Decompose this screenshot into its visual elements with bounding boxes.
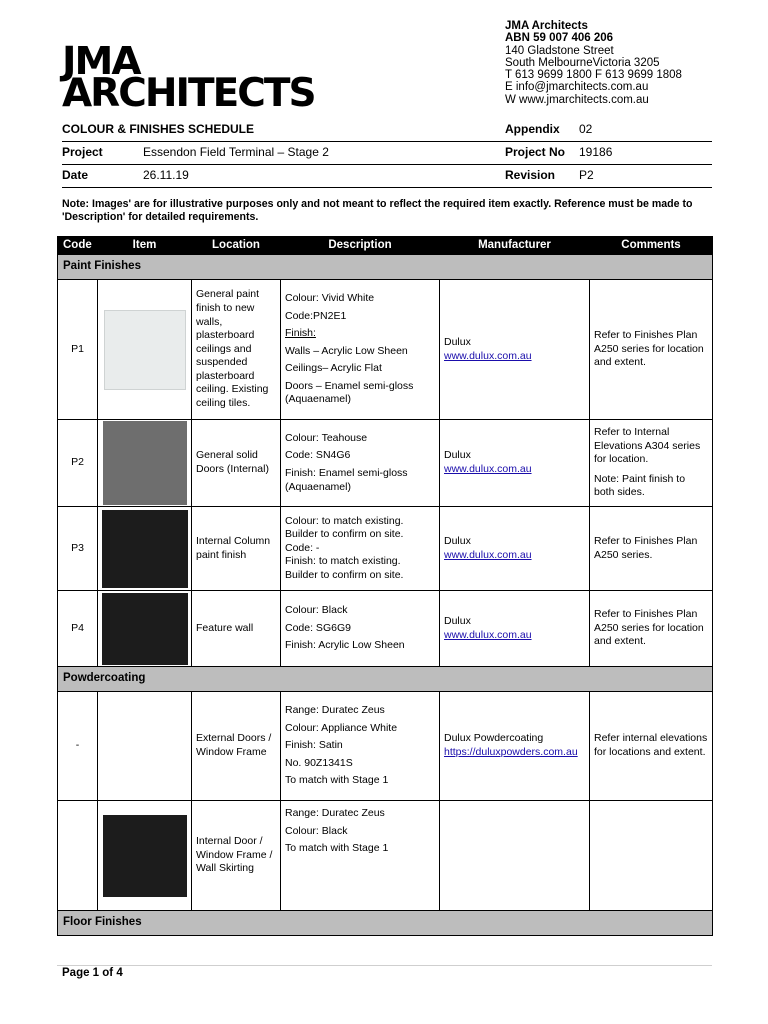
desc-line: Colour: Black: [285, 604, 348, 617]
divider: [62, 164, 712, 165]
logo-line-2: ARCHITECTS: [62, 71, 315, 116]
row-comments: [590, 420, 713, 507]
desc-line: Doors – Enamel semi-gloss (Aquaenamel): [285, 379, 414, 406]
project-no-value: 19186: [579, 145, 613, 159]
desc-line: Colour: Teahouse: [285, 431, 368, 444]
row-comments: Refer to Finishes Plan A250 series for location and extent.: [590, 280, 713, 420]
row-code: P4: [58, 591, 98, 667]
row-comments: Refer to Finishes Plan A250 series.: [590, 507, 713, 591]
item-cell: [98, 280, 192, 420]
project-value: Essendon Field Terminal – Stage 2: [143, 145, 329, 159]
manufacturer-link[interactable]: www.dulux.com.au: [444, 548, 532, 561]
row-code: P3: [58, 507, 98, 591]
desc-line: Finish: Acrylic Low Sheen: [285, 639, 405, 652]
project-label: Project: [62, 145, 103, 159]
desc-line: Walls – Acrylic Low Sheen: [285, 344, 408, 357]
date-value: 26.11.19: [143, 168, 189, 182]
section-row: [58, 667, 713, 692]
company-phone: T 613 9699 1800 F 613 9699 1808: [505, 69, 682, 82]
manufacturer-link[interactable]: www.dulux.com.au: [444, 349, 532, 362]
table-row: [58, 507, 713, 591]
manufacturer-link[interactable]: https://duluxpowders.com.au: [444, 746, 578, 758]
item-cell: [98, 420, 192, 507]
row-manufacturer: [440, 420, 590, 507]
row-comments: Refer internal elevations for locations and extent.: [590, 692, 713, 801]
header-comments: Comments: [590, 237, 713, 255]
company-abn: ABN 59 007 406 206: [505, 32, 614, 45]
row-description: [281, 692, 440, 801]
desc-line: Colour: Appliance White: [285, 721, 398, 734]
row-manufacturer: [440, 280, 590, 420]
footer-divider: [57, 965, 712, 966]
appendix-value: 02: [579, 122, 593, 136]
table-row: [58, 591, 713, 667]
row-location: Internal Column paint finish: [192, 507, 281, 591]
company-logo: [62, 39, 322, 116]
row-description: [281, 420, 440, 507]
row-code: [58, 801, 98, 911]
manufacturer-name: Dulux: [444, 614, 471, 627]
desc-line: Finish: Enamel semi-gloss (Aquaenamel): [285, 467, 408, 493]
desc-line: Code:PN2E1: [285, 309, 347, 322]
section-row: [58, 255, 713, 280]
desc-line: Range: Duratec Zeus: [285, 807, 385, 819]
row-description: [281, 507, 440, 591]
row-comments: Refer to Finishes Plan A250 series for location and extent.: [590, 591, 713, 667]
row-code: P1: [58, 280, 98, 420]
schedule-title: COLOUR & FINISHES SCHEDULE: [62, 122, 255, 136]
company-street: 140 Gladstone Street: [505, 44, 614, 57]
company-address: [505, 20, 682, 106]
row-location: External Doors / Window Frame: [192, 692, 281, 801]
colour-swatch: [102, 510, 188, 588]
comment-line: Note: Paint finish to both sides.: [594, 472, 686, 499]
date-label: Date: [62, 168, 89, 182]
section-row: [58, 911, 713, 936]
desc-line: Finish:: [285, 327, 316, 340]
item-cell: [98, 692, 192, 801]
row-manufacturer: [440, 692, 590, 801]
project-no-label: Project No: [505, 145, 566, 159]
header-code: Code: [58, 237, 98, 255]
desc-line: Code: SG6G9: [285, 621, 351, 634]
company-suburb: South MelbourneVictoria 3205: [505, 56, 660, 69]
row-description: [281, 280, 440, 420]
row-location: Feature wall: [192, 591, 281, 667]
company-email: E info@jmarchitects.com.au: [505, 81, 649, 94]
company-web: W www.jmarchitects.com.au: [505, 93, 649, 106]
desc-line: Colour: Vivid White: [285, 291, 375, 304]
desc-line: Colour: to match existing. Builder to confirm on site.: [285, 514, 404, 541]
table-row: [58, 420, 713, 507]
table-row: [58, 801, 713, 911]
illustrative-note: Note: Images' are for illustrative purposes only and not meant to reflect the required item exactly. Reference must be made to 'Description' for detailed requirements.: [62, 198, 693, 223]
table-row: [58, 692, 713, 801]
row-location: Internal Door / Window Frame / Wall Skirting: [192, 801, 281, 911]
desc-line: Ceilings– Acrylic Flat: [285, 362, 382, 375]
item-cell: [98, 801, 192, 911]
header-item: Item: [98, 237, 192, 255]
row-description: [281, 801, 440, 911]
colour-swatch: [104, 310, 186, 390]
divider: [62, 187, 712, 188]
desc-line: To match with Stage 1: [285, 774, 389, 787]
row-manufacturer: [440, 507, 590, 591]
manufacturer-name: Dulux: [444, 449, 471, 462]
desc-line: To match with Stage 1: [285, 842, 389, 855]
colour-swatch: [103, 815, 187, 897]
desc-line: Range: Duratec Zeus: [285, 704, 385, 717]
desc-line: Finish: Satin: [285, 739, 343, 752]
desc-line: Finish: to match existing. Builder to confirm on site.: [285, 555, 404, 581]
row-code: -: [58, 692, 98, 801]
revision-label: Revision: [505, 168, 556, 182]
manufacturer-name: Dulux: [444, 335, 471, 348]
section-title: Floor Finishes: [58, 911, 713, 936]
manufacturer-link[interactable]: www.dulux.com.au: [444, 628, 532, 641]
row-location: General solid Doors (Internal): [192, 420, 281, 507]
logo-line-1: JMA: [62, 39, 140, 84]
section-title: Paint Finishes: [58, 255, 713, 280]
manufacturer-name: Dulux Powdercoating: [444, 732, 544, 745]
page-number: Page 1 of 4: [62, 967, 123, 979]
colour-swatch: [102, 593, 188, 665]
finishes-table: [57, 236, 713, 936]
row-manufacturer: [440, 801, 590, 911]
table-row: [58, 280, 713, 420]
schedule-info: [62, 122, 712, 192]
manufacturer-name: Dulux: [444, 534, 471, 547]
manufacturer-link[interactable]: www.dulux.com.au: [444, 463, 532, 475]
appendix-label: Appendix: [505, 122, 560, 136]
desc-line: Colour: Black: [285, 824, 348, 837]
desc-line: No. 90Z1341S: [285, 756, 353, 769]
desc-line: Code: SN4G6: [285, 449, 351, 462]
company-name: JMA Architects: [505, 20, 588, 32]
row-comments: [590, 801, 713, 911]
table-header-row: [58, 237, 713, 255]
row-description: [281, 591, 440, 667]
row-location: General paint finish to new walls, plasterboard ceilings and suspended plasterboard ceiling. Existing ceiling tiles.: [192, 280, 281, 420]
revision-value: P2: [579, 168, 594, 182]
section-title: Powdercoating: [58, 667, 713, 692]
divider: [62, 141, 712, 142]
desc-line: Code: -: [285, 541, 320, 554]
comment-line: Refer to Internal Elevations A304 series for location.: [594, 426, 701, 466]
colour-swatch: [103, 421, 187, 505]
header-location: Location: [192, 237, 281, 255]
item-cell: [98, 591, 192, 667]
header-manufacturer: Manufacturer: [440, 237, 590, 255]
item-cell: [98, 507, 192, 591]
row-code: P2: [58, 420, 98, 507]
row-manufacturer: [440, 591, 590, 667]
header-description: Description: [281, 237, 440, 255]
